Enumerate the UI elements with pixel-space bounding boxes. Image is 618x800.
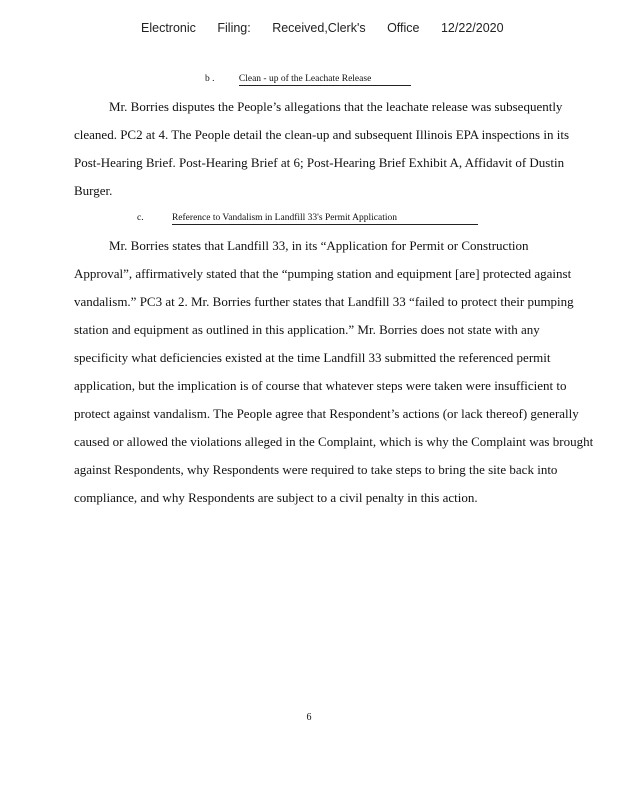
paragraph-line: Mr. Borries states that Landfill 33, in its “Application for Permit or Construction <box>109 238 529 253</box>
paragraph-cleanup <box>74 93 594 205</box>
paragraph-line: caused or allowed the violations alleged in the Complaint, which is why the Complaint was brought <box>74 434 594 449</box>
paragraph-line: protect against vandalism. The People agree that Respondent’s actions (or lack thereof) generally <box>74 406 579 421</box>
section-b-heading <box>205 74 411 86</box>
paragraph-line: cleaned. PC2 at 4. The People detail the clean-up and subsequent Illinois EPA inspections in its <box>74 127 570 142</box>
section-c-title: Reference to Vandalism in Landfill 33's Permit Application <box>172 213 478 225</box>
paragraph-vandalism <box>74 232 594 512</box>
paragraph-line: Mr. Borries disputes the People’s allegations that the leachate release was subsequently <box>109 99 563 114</box>
filing-stamp-header <box>141 21 504 35</box>
paragraph-line: compliance, and why Respondents are subject to a civil penalty in this action. <box>74 490 478 505</box>
page-number: 6 <box>306 712 312 723</box>
paragraph-line: application, but the implication is of course that whatever steps were taken were insufficient to <box>74 378 567 393</box>
section-b-title: Clean - up of the Leachate Release <box>239 74 411 86</box>
paragraph-line: against Respondents, why Respondents were required to take steps to bring the site back into <box>74 462 558 477</box>
paragraph-line: specificity what deficiencies existed at the time Landfill 33 submitted the referenced permit <box>74 350 551 365</box>
header-date: 12/22/2020 <box>440 21 504 35</box>
header-office: Office <box>387 21 420 35</box>
section-c-heading <box>137 213 478 225</box>
paragraph-line: vandalism.” PC3 at 2. Mr. Borries further states that Landfill 33 “failed to protect their pumping <box>74 294 574 309</box>
paragraph-line: Post-Hearing Brief. Post-Hearing Brief at 6; Post-Hearing Brief Exhibit A, Affidavit of Dustin <box>74 155 565 170</box>
paragraph-line: station and equipment as outlined in this application.” Mr. Borries does not state with any <box>74 322 540 337</box>
header-received: Received,Clerk's <box>272 21 366 35</box>
header-electronic: Electronic <box>141 21 196 35</box>
section-c-label: c. <box>137 213 144 223</box>
section-b-label: b . <box>205 74 215 84</box>
header-filing: Filing: <box>217 21 251 35</box>
paragraph-line: Approval”, affirmatively stated that the “pumping station and equipment [are] protected against <box>74 266 572 281</box>
paragraph-line: Burger. <box>74 183 113 198</box>
